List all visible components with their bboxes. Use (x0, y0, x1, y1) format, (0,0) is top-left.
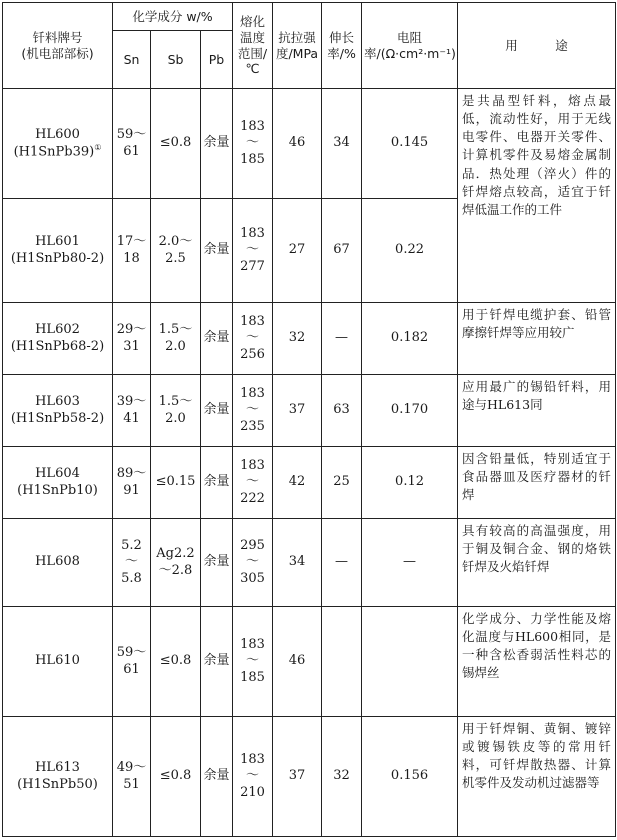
resist-cell: 0.156 (362, 717, 458, 837)
header-tensile: 抗拉强度/MPa (273, 3, 322, 89)
brand-sub: (H1SnPb80-2) (10, 250, 105, 266)
tensile-cell: 34 (273, 519, 322, 607)
header-pb: Pb (201, 31, 233, 89)
tensile-cell: 37 (273, 717, 322, 837)
header-brand (3, 3, 113, 89)
melt-cell: 183～222 (233, 447, 273, 519)
brand-cell (3, 199, 113, 303)
brand-cell (3, 303, 113, 375)
sn-cell: 59～61 (113, 607, 151, 717)
sn-cell: 29～31 (113, 303, 151, 375)
pb-cell: 余量 (201, 717, 233, 837)
sb-cell: ≤0.8 (151, 607, 201, 717)
brand-cell (3, 717, 113, 837)
header-use: 用 途 (458, 3, 616, 89)
sb-cell: ≤0.15 (151, 447, 201, 519)
brand-code: HL604 (35, 466, 80, 482)
brand-sub: (H1SnPb58-2) (10, 410, 105, 426)
sb-cell: ≤0.8 (151, 89, 201, 199)
solder-spec-table (2, 2, 616, 837)
melt-cell: 295～305 (233, 519, 273, 607)
melt-cell: 183～256 (233, 303, 273, 375)
use-cell: 用于钎焊铜、黄铜、镀锌或镀锡铁皮等的常用钎料，可钎焊散热器、计算机零件及发动机过滤器等 (458, 717, 616, 837)
header-elongation: 伸长率/% (322, 3, 362, 89)
sb-cell: 1.5～2.0 (151, 303, 201, 375)
header-sb: Sb (151, 31, 201, 89)
melt-cell: 183～185 (233, 607, 273, 717)
melt-cell: 183～235 (233, 375, 273, 447)
brand-code: HL601 (35, 234, 80, 250)
brand-code: HL610 (35, 653, 80, 669)
pb-cell: 余量 (201, 607, 233, 717)
resist-cell: — (362, 519, 458, 607)
sn-cell: 89～91 (113, 447, 151, 519)
resist-cell: 0.170 (362, 375, 458, 447)
header-brand-sub: (机电部部标) (21, 45, 94, 61)
pb-cell: 余量 (201, 447, 233, 519)
sb-cell: 1.5～2.0 (151, 375, 201, 447)
sn-cell: 49～51 (113, 717, 151, 837)
brand-cell (3, 89, 113, 199)
table-row (3, 717, 616, 837)
sb-cell: Ag2.2～2.8 (151, 519, 201, 607)
footnote-mark: ① (94, 142, 102, 152)
header-row-1 (3, 3, 616, 31)
tensile-cell: 32 (273, 303, 322, 375)
table-row (3, 447, 616, 519)
sb-cell: ≤0.8 (151, 717, 201, 837)
use-cell: 应用最广的锡铅钎料，用途与HL613同 (458, 375, 616, 447)
table-row (3, 375, 616, 447)
pb-cell: 余量 (201, 303, 233, 375)
pb-cell: 余量 (201, 519, 233, 607)
brand-code: HL603 (35, 394, 80, 410)
tensile-cell: 46 (273, 607, 322, 717)
tensile-cell: 37 (273, 375, 322, 447)
table-row (3, 303, 616, 375)
use-cell: 化学成分、力学性能及熔化温度与HL600相同，是一种含松香弱活性料芯的锡焊丝 (458, 607, 616, 717)
sn-cell: 39～41 (113, 375, 151, 447)
brand-code: HL600 (35, 126, 80, 142)
resist-cell: 0.182 (362, 303, 458, 375)
table-row (3, 519, 616, 607)
brand-code: HL602 (35, 322, 80, 338)
table-row (3, 89, 616, 199)
header-resistivity: 电阻率/(Ω·cm²·m⁻¹) (362, 3, 458, 89)
brand-code: HL613 (35, 760, 80, 776)
resist-cell: 0.145 (362, 89, 458, 199)
melt-cell: 183～185 (233, 89, 273, 199)
use-cell: 用于钎焊电缆护套、铅管摩擦钎焊等应用较广 (458, 303, 616, 375)
brand-sub (5, 143, 110, 161)
brand-sub: (H1SnPb50) (17, 776, 98, 792)
sb-cell: 2.0～2.5 (151, 199, 201, 303)
use-cell: 因含铅量低，特别适宜于食品器皿及医疗器材的钎焊 (458, 447, 616, 519)
header-melting: 熔化温度范围/℃ (233, 3, 273, 89)
brand-cell (3, 519, 113, 607)
tensile-cell: 46 (273, 89, 322, 199)
use-cell: 具有较高的高温强度，用于铜及铜合金、钢的烙铁钎焊及火焰钎焊 (458, 519, 616, 607)
elong-cell: 32 (322, 717, 362, 837)
pb-cell: 余量 (201, 89, 233, 199)
pb-cell: 余量 (201, 199, 233, 303)
brand-cell (3, 375, 113, 447)
header-brand-label: 钎料牌号 (32, 29, 83, 45)
melt-cell: 183～210 (233, 717, 273, 837)
elong-cell: — (322, 303, 362, 375)
elong-cell: 63 (322, 375, 362, 447)
elong-cell: 25 (322, 447, 362, 519)
elong-cell: — (322, 519, 362, 607)
brand-cell (3, 447, 113, 519)
table-row (3, 607, 616, 717)
use-cell: 是共晶型钎料，熔点最低，流动性好，用于无线电零件、电器开关零件、计算机零件及易熔金属制品．热处理（淬火）件的钎焊熔点较高，适宜于钎焊低温工作的工件 (458, 89, 616, 303)
pb-cell: 余量 (201, 375, 233, 447)
brand-cell (3, 607, 113, 717)
brand-code: HL608 (35, 554, 80, 570)
sn-cell: 5.2～5.8 (113, 519, 151, 607)
tensile-cell: 27 (273, 199, 322, 303)
brand-sub: (H1SnPb68-2) (10, 338, 105, 354)
elong-cell: 34 (322, 89, 362, 199)
tensile-cell: 42 (273, 447, 322, 519)
sn-cell: 17～18 (113, 199, 151, 303)
melt-cell: 183～277 (233, 199, 273, 303)
resist-cell: 0.22 (362, 199, 458, 303)
brand-sub: (H1SnPb10) (17, 482, 98, 498)
header-sn: Sn (113, 31, 151, 89)
sn-cell: 59～61 (113, 89, 151, 199)
elong-cell: 67 (322, 199, 362, 303)
brand-sub-text: (H1SnPb39) (13, 144, 95, 160)
resist-cell: 0.12 (362, 447, 458, 519)
elong-cell (322, 607, 362, 717)
header-composition: 化学成分 w/% (113, 3, 233, 31)
resist-cell (362, 607, 458, 717)
